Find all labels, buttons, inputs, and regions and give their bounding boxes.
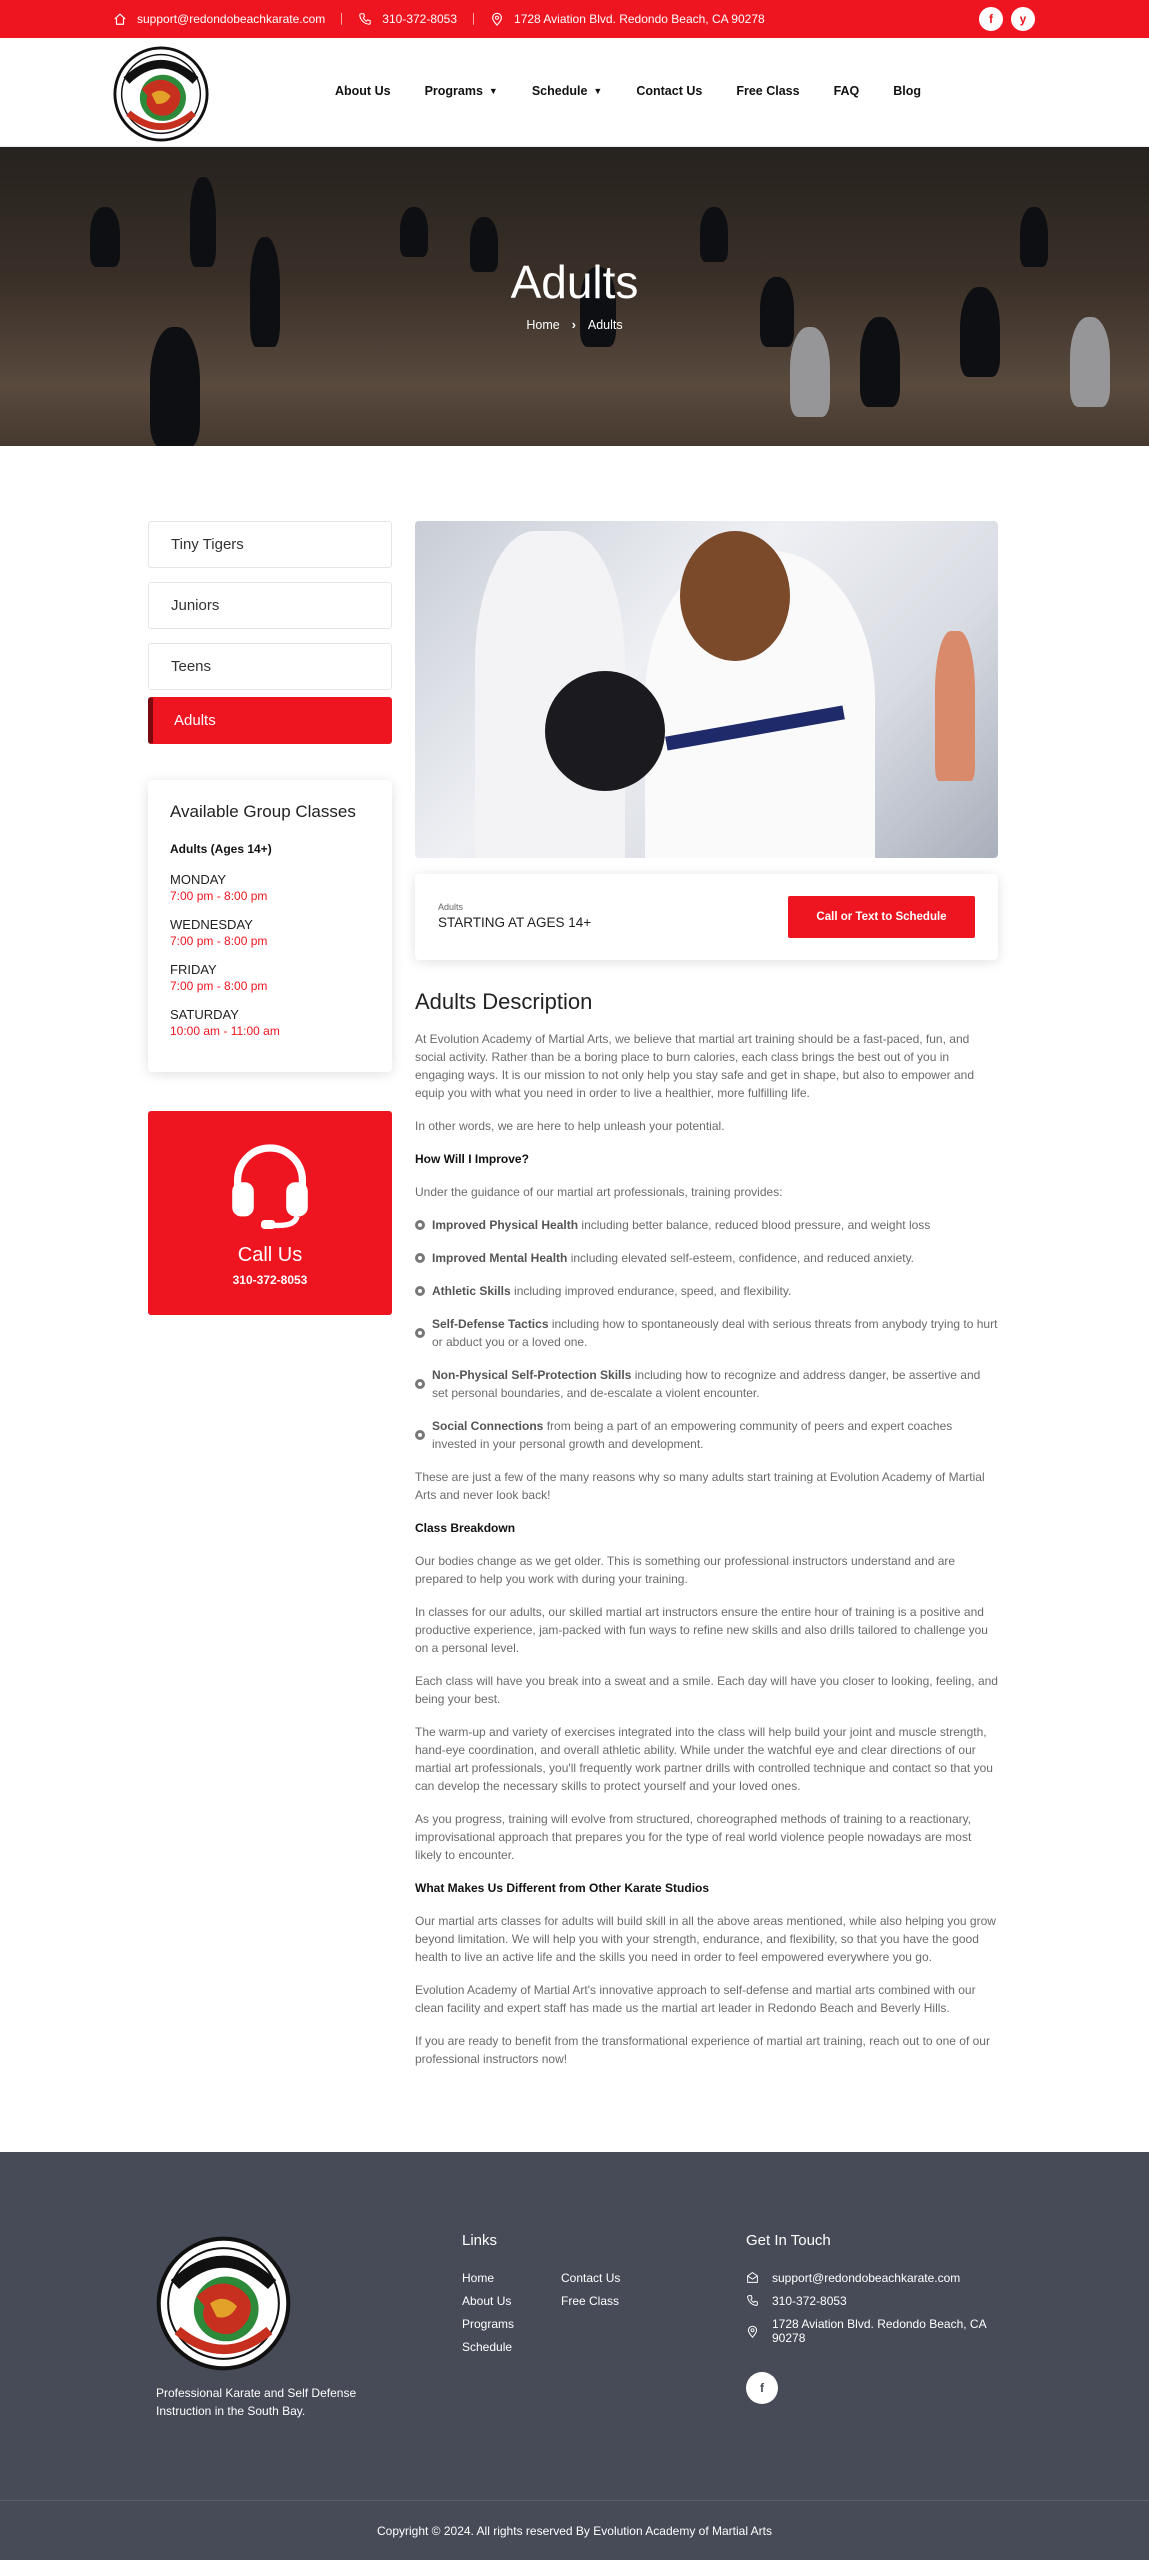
location-icon: [746, 2325, 759, 2338]
copyright: Copyright © 2024. All rights reserved By Evolution Academy of Martial Arts: [376, 2524, 773, 2538]
schedule-day: FRIDAY: [170, 962, 217, 977]
schedule-time: 10:00 am - 11:00 am: [170, 1024, 280, 1038]
topbar-phone: 310-372-8053: [382, 12, 458, 26]
nav-free-class[interactable]: [736, 84, 799, 98]
program-info-card: [415, 874, 998, 960]
list-item: [415, 1366, 998, 1402]
top-bar: [0, 0, 1149, 38]
sidebar-item-label: Juniors: [171, 597, 220, 614]
photo-pad: [545, 671, 665, 791]
yelp-icon[interactable]: y: [1011, 7, 1035, 31]
list-item: [415, 1282, 998, 1300]
paragraph: In other words, we are here to help unleash your potential.: [415, 1119, 725, 1133]
footer-phone[interactable]: [746, 2294, 847, 2308]
nav-programs-label: Programs: [424, 84, 483, 98]
sidebar-item-label: Tiny Tigers: [171, 536, 244, 553]
schedule-time: 7:00 pm - 8:00 pm: [170, 889, 268, 903]
photo-figure: [680, 531, 790, 661]
bullet-icon: [415, 1379, 425, 1389]
benefit-text: including improved endurance, speed, and flexibility.: [510, 1284, 792, 1298]
program-age: STARTING AT AGES 14+: [438, 915, 592, 930]
academy-logo[interactable]: [113, 46, 209, 142]
main-nav: [335, 84, 955, 98]
divider: [473, 13, 474, 25]
section-heading: Class Breakdown: [415, 1521, 516, 1535]
breadcrumb-current: Adults: [587, 318, 623, 332]
nav-blog-label: Blog: [893, 84, 922, 98]
benefit-title: Non-Physical Self-Protection Skills: [432, 1368, 632, 1382]
schedule-day: MONDAY: [170, 872, 227, 887]
benefit-text: including elevated self-esteem, confidence, and reduced anxiety.: [567, 1251, 915, 1265]
benefit-title: Athletic Skills: [432, 1284, 511, 1298]
nav-contact[interactable]: [636, 84, 702, 98]
benefit-text: including how to spontaneously deal with serious threats from anybody trying to hurt or abduct you or a loved one.: [432, 1317, 998, 1349]
nav-free-class-label: Free Class: [736, 84, 800, 98]
bullet-icon: [415, 1253, 425, 1263]
list-item: [415, 1315, 998, 1351]
schedule-day: WEDNESDAY: [170, 917, 253, 932]
hero-banner: [0, 147, 1149, 446]
group-classes-title: Available Group Classes: [170, 802, 356, 821]
list-item: [415, 1417, 998, 1453]
paragraph: These are just a few of the many reasons why so many adults start training at Evolution Academy of Martial Arts and never look back!: [415, 1470, 985, 1502]
footer-link-about[interactable]: About Us: [462, 2294, 512, 2308]
sidebar-item-juniors[interactable]: [148, 582, 392, 629]
nav-blog[interactable]: [893, 84, 921, 98]
footer-link-free-class[interactable]: Free Class: [561, 2294, 620, 2308]
paragraph: If you are ready to benefit from the transformational experience of martial art training, reach out to one of our professional instructors now!: [415, 2034, 990, 2066]
divider: [341, 13, 342, 25]
footer-contact-title: Get In Touch: [746, 2232, 831, 2249]
bullet-icon: [415, 1328, 425, 1338]
topbar-address-link[interactable]: [490, 12, 765, 26]
phone-icon: [746, 2294, 759, 2307]
section-heading: How Will I Improve?: [415, 1152, 529, 1166]
paragraph: The warm-up and variety of exercises integrated into the class will help build your joint and muscle strength, hand-eye coordination, and overall athletic ability. While under the watchful eye and clear directions of our martial art professionals, you'll frequently work partner drills with controlled technique and contact so that you can develop the necessary skills to protect yourself and your loved ones.: [415, 1725, 993, 1793]
topbar-phone-link[interactable]: [358, 12, 457, 26]
footer-phone-text: 310-372-8053: [772, 2294, 847, 2308]
call-us-card[interactable]: [148, 1111, 392, 1315]
benefit-title: Social Connections: [432, 1419, 544, 1433]
bullet-icon: [415, 1286, 425, 1296]
nav-schedule[interactable]: [532, 84, 603, 98]
group-classes-card: [148, 780, 392, 1072]
paragraph: At Evolution Academy of Martial Arts, we believe that martial art training should be a fast-paced, fun, and social activity. Rather than be a boring place to burn calories, each class brings the best out of you in engaging ways. It is our mission to not only help you stay safe and get in shape, but also to empower and equip you with what you need in order to live a healthier, more fulfilling life.: [415, 1032, 975, 1100]
program-description: [415, 988, 998, 2083]
sidebar-item-label: Adults: [174, 712, 216, 729]
benefit-title: Improved Mental Health: [432, 1251, 568, 1265]
breadcrumb: [0, 318, 1149, 332]
group-classes-subtitle: Adults (Ages 14+): [170, 842, 272, 856]
benefits-list: [415, 1216, 998, 1453]
footer-tagline: Professional Karate and Self Defense Instruction in the South Bay.: [156, 2386, 357, 2418]
chevron-right-icon: ›: [571, 318, 576, 332]
paragraph: As you progress, training will evolve from structured, choreographed methods of training to a reactionary, improvisational approach that prepares you for the type of real world violence people nowadays are most likely to encounter.: [415, 1812, 972, 1862]
footer-link-contact[interactable]: Contact Us: [561, 2271, 621, 2285]
footer-link-schedule[interactable]: Schedule: [462, 2340, 513, 2354]
bullet-icon: [415, 1220, 425, 1230]
page-title: Adults: [510, 256, 639, 308]
topbar-email: support@redondobeachkarate.com: [137, 12, 326, 26]
footer-email[interactable]: [746, 2271, 960, 2285]
footer-link-programs[interactable]: Programs: [462, 2317, 515, 2331]
schedule-day: SATURDAY: [170, 1007, 239, 1022]
list-item: [415, 1216, 998, 1234]
paragraph: Under the guidance of our martial art professionals, training provides:: [415, 1185, 783, 1199]
paragraph: Evolution Academy of Martial Art's innovative approach to self-defense and martial arts combined with our clean facility and expert staff has made us the martial art leader in Redondo Beach and Beverly Hills.: [415, 1983, 976, 2015]
footer-links-title: Links: [462, 2232, 498, 2249]
paragraph: Our bodies change as we get older. This is something our professional instructors understand and are prepared to help you work with during your training.: [415, 1554, 956, 1586]
nav-about[interactable]: [335, 84, 391, 98]
benefit-text: including how to recognize and address danger, be assertive and set personal boundaries, and de-escalate a violent encounter.: [432, 1368, 981, 1400]
sidebar-item-teens[interactable]: [148, 643, 392, 690]
nav-about-label: About Us: [335, 84, 391, 98]
footer-link-home[interactable]: Home: [462, 2271, 495, 2285]
benefit-text: from being a part of an empowering community of peers and expert coaches invested in your personal growth and development.: [432, 1419, 953, 1451]
headset-icon: [225, 1139, 315, 1229]
paragraph: In classes for our adults, our skilled martial art instructors ensure the entire hour of training is a positive and productive experience, jam-packed with fun ways to refine new skills and also drills tailored to challenge you on a personal level.: [415, 1605, 988, 1655]
section-heading: What Makes Us Different from Other Karate Studios: [415, 1881, 710, 1895]
footer-logo[interactable]: [156, 2236, 291, 2371]
adults-class-photo: [415, 521, 998, 858]
footer-email-text: support@redondobeachkarate.com: [772, 2271, 961, 2285]
program-label: Adults: [438, 902, 464, 912]
chevron-down-icon: ▼: [488, 86, 498, 96]
sidebar-item-adults[interactable]: [148, 697, 392, 744]
schedule-button[interactable]: Call or Text to Schedule: [788, 896, 975, 938]
footer-facebook-icon[interactable]: f: [746, 2372, 778, 2404]
list-item: [415, 1249, 998, 1267]
footer-address-text: 1728 Aviation Blvd. Redondo Beach, CA 90278: [772, 2317, 986, 2345]
benefit-title: Self-Defense Tactics: [432, 1317, 549, 1331]
footer-divider: [0, 2500, 1149, 2501]
footer-address[interactable]: [746, 2317, 986, 2345]
photo-bag: [935, 631, 975, 781]
description-title: Adults Description: [415, 989, 593, 1014]
schedule-time: 7:00 pm - 8:00 pm: [170, 934, 268, 948]
paragraph: Our martial arts classes for adults will build skill in all the above areas mentioned, while also helping you grow beyond limitation. We will help you with your strength, endurance, and flexibility, so that you have the good health to live an active life and the skills you need in order to feel empowered everywhere you go.: [415, 1914, 996, 1964]
paragraph: Each class will have you break into a sweat and a smile. Each day will have you closer to looking, feeling, and being your best.: [415, 1674, 998, 1706]
bullet-icon: [415, 1430, 425, 1440]
home-icon: [113, 12, 127, 26]
call-us-title: Call Us: [237, 1244, 303, 1266]
nav-schedule-label: Schedule: [531, 84, 588, 98]
facebook-icon[interactable]: f: [979, 7, 1003, 31]
benefit-text: including better balance, reduced blood pressure, and weight loss: [578, 1218, 931, 1232]
breadcrumb-home[interactable]: Home: [526, 318, 560, 332]
sidebar-item-label: Teens: [171, 658, 212, 675]
nav-faq[interactable]: [834, 84, 860, 98]
phone-icon: [358, 12, 372, 26]
sidebar-item-tiny-tigers[interactable]: [148, 521, 392, 568]
nav-contact-label: Contact Us: [636, 84, 703, 98]
email-icon: [746, 2271, 759, 2284]
chevron-down-icon: ▼: [593, 86, 603, 96]
schedule-time: 7:00 pm - 8:00 pm: [170, 979, 268, 993]
nav-programs[interactable]: [425, 84, 498, 98]
nav-faq-label: FAQ: [833, 84, 860, 98]
location-icon: [490, 12, 504, 26]
topbar-email-link[interactable]: [113, 12, 325, 26]
call-us-phone: 310-372-8053: [232, 1273, 308, 1287]
site-footer: [0, 2152, 1149, 2560]
benefit-title: Improved Physical Health: [432, 1218, 579, 1232]
topbar-address: 1728 Aviation Blvd. Redondo Beach, CA 90278: [514, 12, 765, 26]
